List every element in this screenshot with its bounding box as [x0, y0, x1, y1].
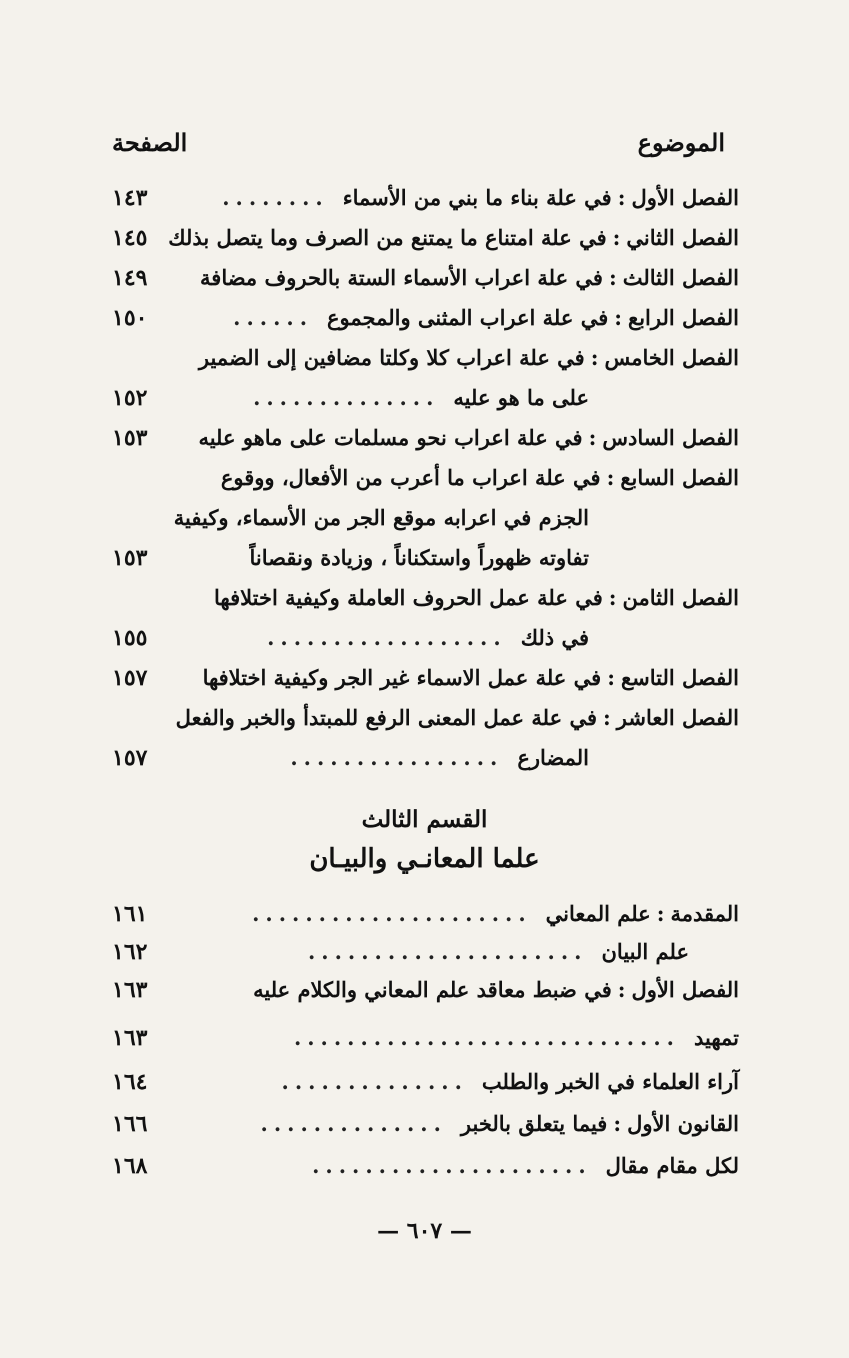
toc-header	[112, 128, 725, 157]
entry-separator: :	[617, 185, 626, 210]
toc-entry	[112, 542, 739, 574]
entry-title: علم المعاني	[545, 901, 651, 926]
entry-page-number: ١٥٣	[112, 425, 148, 451]
toc-entry	[112, 422, 739, 454]
toc-entry	[112, 622, 739, 654]
entry-title: علم البيان	[601, 939, 689, 964]
entry-title: في علة اعراب الأسماء الستة بالحروف مضافة	[200, 265, 603, 290]
entry-title: في علة عمل المعنى الرفع للمبتدأ والخبر والفعل	[175, 705, 597, 730]
entry-separator: :	[608, 585, 617, 610]
entry-label: الفصل الخامس	[604, 345, 739, 370]
entry-title: فيما يتعلق بالخبر	[460, 1111, 608, 1136]
entry-separator: :	[613, 1111, 622, 1136]
leader-dots: ..............	[253, 385, 440, 410]
entry-page-number: ١٤٣	[112, 185, 148, 211]
entry-page-number: ١٥٥	[112, 625, 148, 651]
toc-entry	[112, 1066, 739, 1098]
entry-page-number: ١٦٦	[112, 1111, 148, 1137]
toc-entry	[112, 702, 739, 734]
entry-label: الفصل السابع	[620, 465, 739, 490]
toc-entry	[112, 182, 739, 214]
toc-entry	[112, 462, 739, 494]
entry-separator: :	[603, 705, 611, 730]
entry-label: الفصل الثالث	[622, 265, 739, 290]
entry-title: تمهيد	[693, 1025, 739, 1050]
entry-label: الفصل العاشر	[616, 705, 739, 730]
toc-entry	[112, 742, 739, 774]
toc-entry	[112, 582, 739, 614]
leader-dots: .....................	[252, 901, 532, 926]
entry-label: الفصل الثامن	[622, 585, 739, 610]
entry-separator: :	[606, 465, 615, 490]
entry-separator: :	[656, 901, 665, 926]
entry-label: القانون الأول	[627, 1111, 739, 1136]
entry-title: في علة عمل الاسماء غير الجر وكيفية اختلافها	[202, 665, 602, 690]
entry-label: الفصل الرابع	[628, 305, 739, 330]
entry-title: في علة عمل الحروف العاملة وكيفية اختلافها	[214, 585, 603, 610]
toc-entry	[112, 1150, 739, 1182]
entry-label: الفصل التاسع	[620, 665, 739, 690]
entry-title: على ما هو عليه	[453, 385, 589, 410]
entry-separator: :	[588, 425, 597, 450]
entry-title: في علة بناء ما بني من الأسماء	[342, 185, 612, 210]
toc-entry	[112, 382, 739, 414]
entry-page-number: ١٦٨	[112, 1153, 148, 1179]
toc-entry	[112, 222, 739, 254]
entry-page-number: ١٦٤	[112, 1069, 148, 1095]
leader-dots: ................	[290, 745, 504, 770]
entry-title: آراء العلماء في الخبر والطلب	[481, 1069, 739, 1094]
entry-label: الفصل الأول	[631, 185, 739, 210]
entry-title: تفاوته ظهوراً واستكناناً ، وزيادة ونقصاناً	[249, 545, 589, 570]
entry-title: المضارع	[517, 745, 589, 770]
entry-title: في علة اعراب نحو مسلمات على ماهو عليه	[198, 425, 583, 450]
entry-page-number: ١٦١	[112, 901, 148, 927]
entry-page-number: ١٥٧	[112, 745, 148, 771]
entry-label: المقدمة	[670, 901, 739, 926]
entry-title: في علة اعراب ما أعرب من الأفعال، ووقوع	[220, 465, 601, 490]
entry-label: الفصل السادس	[602, 425, 739, 450]
toc-entry	[112, 662, 739, 694]
entry-separator: :	[617, 977, 626, 1002]
toc-entry	[112, 1022, 739, 1054]
entry-page-number: ١٤٩	[112, 265, 148, 291]
toc-entry	[112, 1108, 739, 1140]
entry-page-number: ١٤٥	[112, 225, 148, 251]
entry-page-number: ١٥٢	[112, 385, 148, 411]
entry-title: في ضبط معاقد علم المعاني والكلام عليه	[253, 977, 612, 1002]
leader-dots: ......	[233, 305, 314, 330]
toc-entry	[112, 936, 739, 968]
entry-title: لكل مقام مقال	[605, 1153, 739, 1178]
page-number: — ٦٠٧ —	[377, 1218, 472, 1244]
entry-separator: :	[590, 345, 599, 370]
toc-entry	[112, 974, 739, 1006]
section-subtitle: علما المعانـي والبيـان	[309, 844, 540, 874]
entry-page-number: ١٦٣	[112, 1025, 148, 1051]
entry-separator: :	[608, 265, 617, 290]
entry-page-number: ١٥٠	[112, 305, 148, 331]
entry-title: الجزم في اعرابه موقع الجر من الأسماء، وكيفية	[173, 505, 589, 530]
entry-label: الفصل الثاني	[626, 225, 739, 250]
entry-title: في علة اعراب المثنى والمجموع	[327, 305, 609, 330]
leader-dots: ..................	[267, 625, 507, 650]
page-column-header: الصفحة	[112, 128, 188, 157]
entry-title: في علة اعراب كلا وكلتا مضافين إلى الضمير	[198, 345, 585, 370]
toc-entry	[112, 262, 739, 294]
leader-dots: ........	[222, 185, 329, 210]
entry-separator: :	[607, 665, 615, 690]
entry-title: في علة امتناع ما يمتنع من الصرف وما يتصل بذلك	[168, 225, 607, 250]
toc-entry	[112, 502, 739, 534]
leader-dots: .....................	[312, 1153, 592, 1178]
entry-separator: :	[614, 305, 623, 330]
entry-page-number: ١٦٣	[112, 977, 148, 1003]
toc-entry	[112, 342, 739, 374]
entry-separator: :	[612, 225, 621, 250]
toc-entry	[112, 302, 739, 334]
entry-page-number: ١٥٧	[112, 665, 148, 691]
section-title: القسم الثالث	[361, 806, 488, 833]
leader-dots: ..............	[281, 1069, 468, 1094]
entry-title: في ذلك	[520, 625, 589, 650]
leader-dots: ..............	[260, 1111, 447, 1136]
entry-page-number: ١٦٢	[112, 939, 148, 965]
topic-column-header: الموضوع	[637, 128, 725, 157]
entry-page-number: ١٥٣	[112, 545, 148, 571]
toc-entry	[112, 898, 739, 930]
leader-dots: .....................	[307, 939, 588, 964]
leader-dots: .............................	[293, 1025, 680, 1050]
entry-label: الفصل الأول	[631, 977, 739, 1002]
